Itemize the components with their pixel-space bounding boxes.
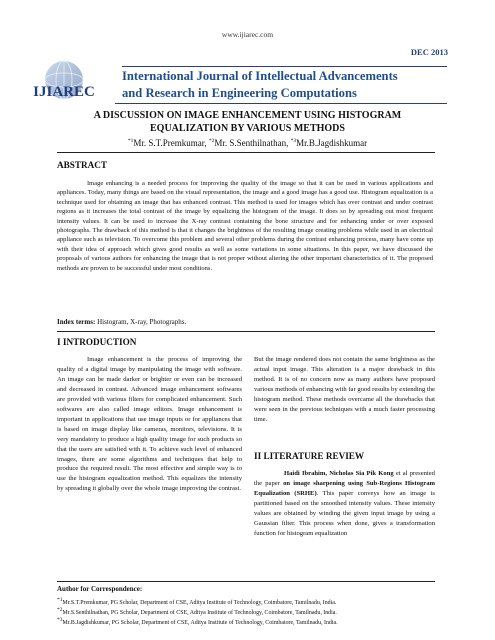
author-1-marker: *1 — [127, 138, 134, 144]
literature-rest: . This paper conveys how an image is partitioned based on the smoothed intensity values. These intensity values are obtained by winding the given input image by using a Gaussian filter. This process when done, gives a transformation function for histogram equalization — [254, 489, 435, 537]
author-3-name: Mr.B.Jagdishkumar — [296, 138, 368, 148]
correspondence-marker-2: *2 — [57, 607, 63, 613]
intro-heading: I INTRODUCTION — [57, 337, 137, 347]
correspondence-heading: Author for Correspondence: — [57, 585, 143, 593]
index-terms-label: Index terms: — [57, 318, 96, 326]
literature-heading: II LITERATURE REVIEW — [254, 451, 365, 461]
paper-title-line1: A DISCUSSION ON IMAGE ENHANCEMENT USING HISTOGRAM — [93, 110, 402, 121]
header-rule-lower — [115, 103, 447, 104]
index-terms — [57, 318, 186, 326]
paper-title-line2: EQUALIZATION BY VARIOUS METHODS — [150, 122, 345, 134]
literature-text — [254, 469, 435, 539]
author-2-name: Mr. S.Senthilnathan, — [214, 138, 289, 148]
paper-title — [30, 110, 465, 135]
literature-connector: et al presented the paper — [254, 470, 435, 487]
title-rule — [57, 152, 435, 153]
author-list — [30, 138, 465, 148]
correspondence-marker-1: *1 — [57, 597, 63, 603]
literature-authors: Haidi Ibrahim, Nicholas Sia Pik Kong — [284, 470, 394, 477]
index-terms-value: Histogram, X-ray, Photographs. — [97, 318, 187, 326]
author-1-name: Mr. S.T.Premkumar, — [133, 138, 207, 148]
correspondence-marker-3: *3 — [57, 617, 63, 623]
intro-left-text: Image enhancement is the process of improving the quality of a digital image by manipulating the image with software. An image can be made darker or brighter or even can be increased and decreased in contrast. Advanced image enhancement softwares are provided with various filters for complicated enhancement. Such softwares are also called image editors. Image enhancement is important in applications that use image inputs or for appliances that is based on image display like cameras, monitors, televisions. It is very mandatory to produce a high quality image for such products so that the users are satisfied with it. To achieve such level of enhanced images, there are some algorithms and techniques that help to produce the required result. The most effective and simple way is to use the histogram equalization method. This equalizes the intensity by spreading it globally over the whole image improving the contrast. — [57, 356, 242, 493]
correspondence-text-3: Mr.B.Jagdishkumar, PG Scholar, Department of CSE, Aditya Institute of Technology, Coimbatore, Tamilnadu, India. — [62, 619, 338, 626]
author-3-marker: *3 — [290, 138, 297, 144]
correspondence-text-2: Mr.S.Senthilnathan, PG Scholar, Department of CSE, Aditya Institute of Technology, Coimbatore, Tamilnadu, India. — [62, 609, 337, 616]
section-rule — [57, 331, 435, 332]
correspondence-text-1: Mr.S.T.Premkumar, PG Scholar, Department of CSE, Aditya Institute of Technology, Coimbatore, Tamilnadu, India. — [62, 599, 337, 606]
issue-date: DEC 2013 — [410, 47, 448, 57]
journal-name-line1: International Journal of Intellectual Advancements — [122, 69, 398, 83]
svg-text:IJIAREC: IJIAREC — [33, 84, 95, 100]
abstract-text: Image enhancing is a needed process for improving the quality of the image so that it can be used in various applications and appliances. Today, many things are based on the visual representation, the image and a good image has a good use. Histogram equalization is a technique used for obtaining an image that has enhanced contrast. This method is used for images which has over contrast and under contrast regions as it increases the total contrast of the image by equalizing the histogram of the image. It does so by spreading out most frequent intensity values. It can be used to increase the X-ray contrast containing the bone structure and for enhancing under or over exposed photographs. The drawback of this method is that it changes the brightness of the resulting image creating problems while used in an electrical appliance such as television. To overcome this problem and several other problems during the contrast enhancing process, many have come up with their idea of approach which gives good results as well as some variations in some situations. In this paper, we have discussed the proposals of various authors for enhancing the image that is not proper without altering the other important characteristics of it. The proposed methods are proven to be successful under most conditions. — [57, 180, 433, 272]
abstract-heading: ABSTRACT — [57, 160, 108, 170]
literature-paper-title: on image sharpening using Sub-Regions Histogram Equalization (SRHE) — [254, 479, 435, 497]
correspondence-line-2 — [57, 607, 337, 616]
footnote-rule — [57, 581, 435, 582]
journal-url[interactable]: www.ijiarec.com — [221, 30, 274, 39]
journal-logo — [18, 56, 110, 108]
intro-right-text: But the image rendered does not contain the same brightness as the actual input image. This alteration is a major drawback in this method. It is of no concern now as many authors have proposed various methods of enhancing with far good results by extending the histogram method. These methods overcame all the drawbacks that were seen in the previous techniques with a much faster processing time. — [254, 356, 435, 423]
correspondence-line-1 — [57, 597, 336, 606]
header-rule-upper — [122, 66, 447, 67]
correspondence-line-3 — [57, 617, 338, 626]
author-2-marker: *2 — [208, 138, 215, 144]
journal-name-line2: and Research in Engineering Computations — [122, 86, 357, 100]
